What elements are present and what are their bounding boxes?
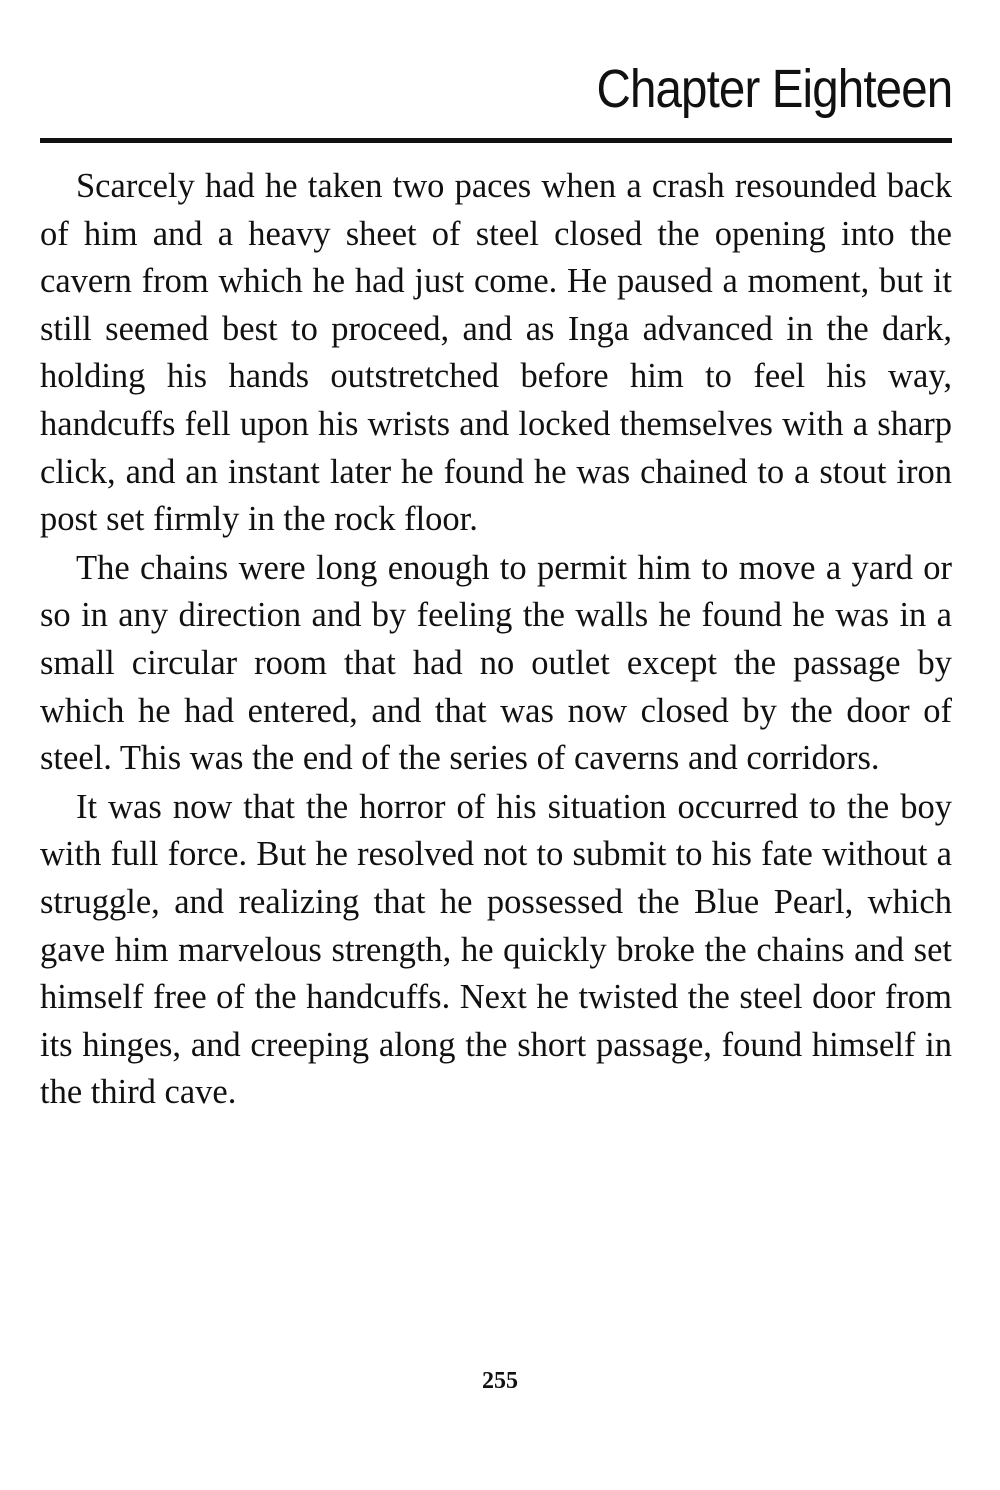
chapter-rule: [40, 138, 952, 143]
paragraph-2: The chains were long enough to permit him to move a yard or so in any direction and by feeling the walls he found he was in a small circular room that had no outlet except the passage by which he had entered, and that was now closed by the door of steel. This was the end of the series of caverns and corridors.: [40, 548, 952, 778]
page-number: 255: [482, 1368, 518, 1394]
body-text: [40, 163, 952, 1117]
chapter-title: Chapter Eighteen: [596, 59, 952, 119]
paragraph-1: Scarcely had he taken two paces when a crash resounded back of him and a heavy sheet of steel closed the opening into the cavern from which he had just come. He paused a moment, but it still seemed best to proceed, and as Inga advanced in the dark, holding his hands outstretched before him to feel his way, handcuffs fell upon his wrists and locked themselves with a sharp click, and an instant later he found he was chained to a stout iron post set firmly in the rock floor.: [40, 167, 952, 539]
paragraph-3: It was now that the horror of his situation occurred to the boy with full force. But he resolved not to submit to his fate without a struggle, and realizing that he possessed the Blue Pearl, which gave him marvelous strength, he quickly broke the chains and set himself free of the handcuffs. Next he twisted the steel door from its hinges, and creeping along the short passage, found himself in the third cave.: [40, 787, 952, 1112]
